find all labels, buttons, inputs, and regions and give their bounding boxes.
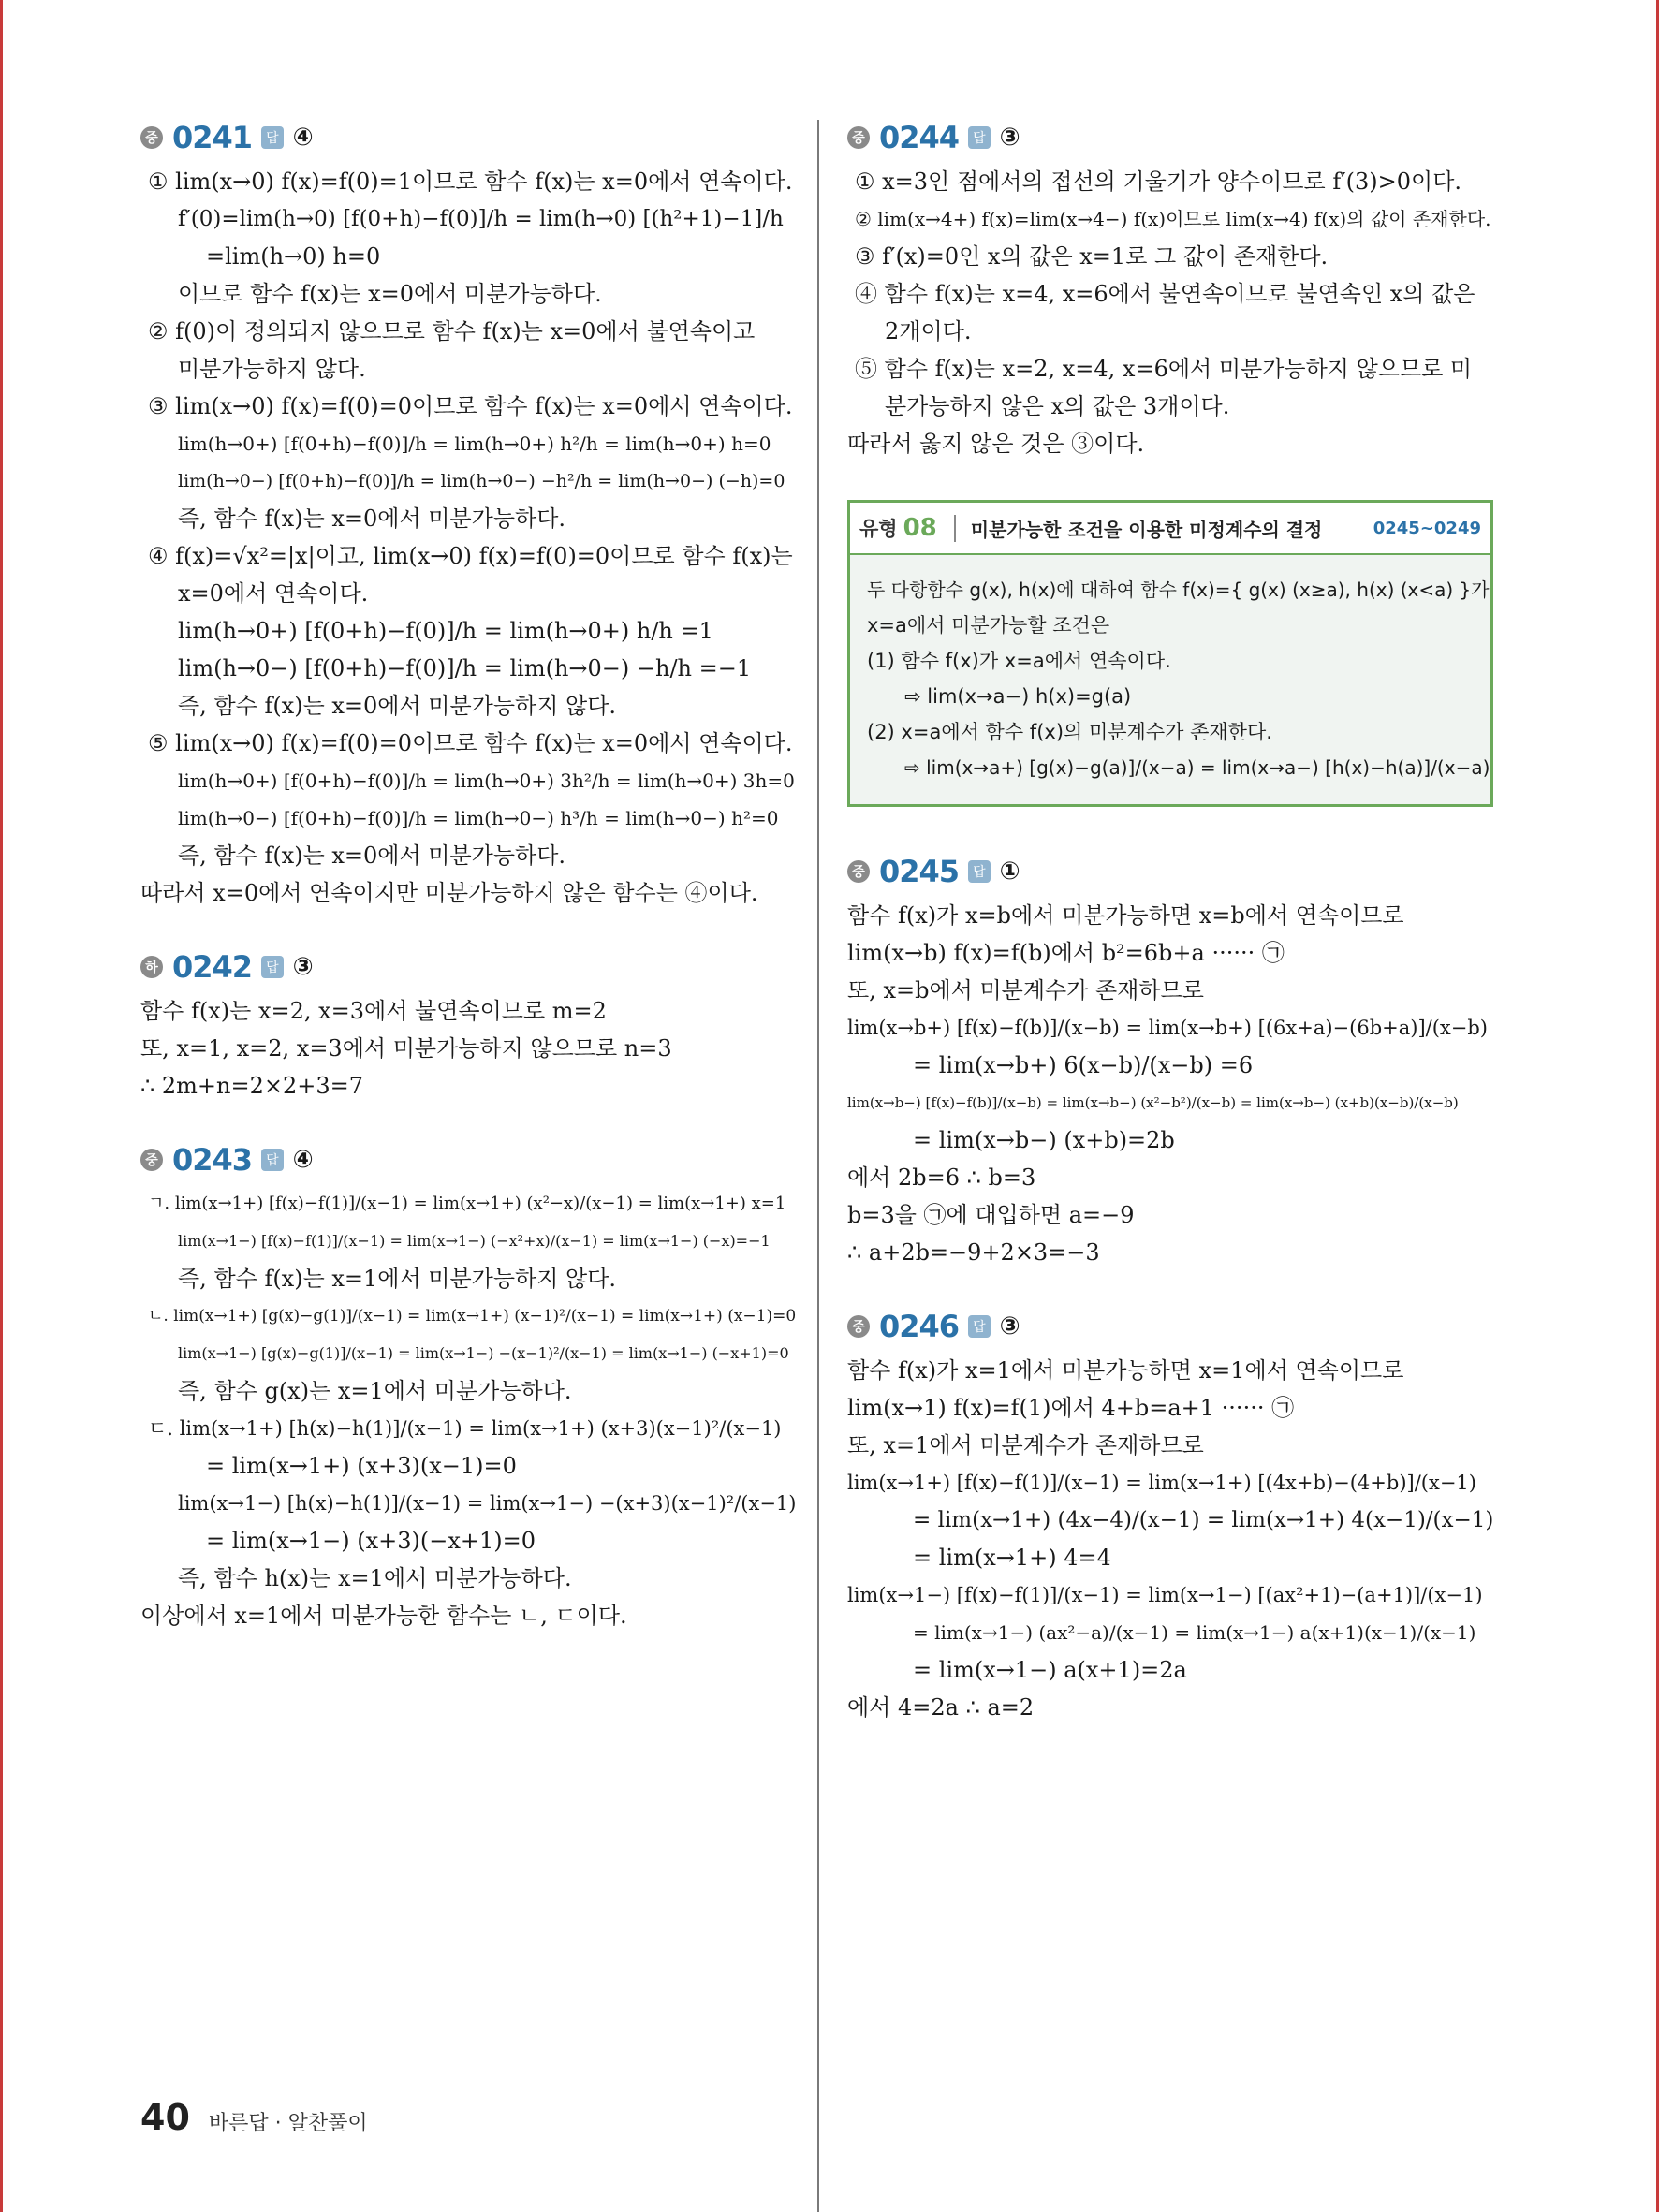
solution-line: = lim(x→1+) (4x−4)/(x−1) = lim(x→1+) 4(x−1)/(x−1) <box>913 1508 1494 1532</box>
solution-line: f′(0)=lim(h→0) [f(0+h)−f(0)]/h = lim(h→0) [(h²+1)−1]/h <box>178 207 784 231</box>
solution-line: ㄷ. lim(x→1+) [h(x)−h(1)]/(x−1) = lim(x→1+) (x+3)(x−1)²/(x−1) <box>148 1417 782 1440</box>
solution-line: =lim(h→0) h=0 <box>206 243 381 270</box>
difficulty-badge: 중 <box>847 1315 870 1338</box>
solution-line: ① x=3인 점에서의 접선의 기울기가 양수이므로 f′(3)>0이다. <box>855 168 1462 195</box>
solution-lines <box>847 163 1493 462</box>
answer-value: ④ <box>292 1146 314 1174</box>
solution-line: lim(h→0+) [f(0+h)−f(0)]/h = lim(h→0+) 3h²/h = lim(h→0+) 3h=0 <box>178 769 795 792</box>
solution-line: lim(h→0+) [f(0+h)−f(0)]/h = lim(h→0+) h/h =1 <box>178 618 713 644</box>
solution-line: 즉, 함수 f(x)는 x=1에서 미분가능하지 않다. <box>178 1266 617 1292</box>
solution-line: ④ 함수 f(x)는 x=4, x=6에서 불연속이므로 불연속인 x의 값은 <box>855 281 1475 307</box>
answer-tag: 답 <box>968 126 991 149</box>
problem-0244 <box>847 120 1493 462</box>
problem-number: 0244 <box>879 120 960 155</box>
solution-line: 따라서 옳지 않은 것은 ③이다. <box>847 431 1145 457</box>
solution-line: 따라서 x=0에서 연속이지만 미분가능하지 않은 함수는 ④이다. <box>140 880 758 906</box>
concept-line: x=a에서 미분가능할 조건은 <box>867 614 1110 637</box>
solution-line: 함수 f(x)가 x=b에서 미분가능하면 x=b에서 연속이므로 <box>847 902 1404 929</box>
answer-value: ③ <box>292 953 314 981</box>
page-footer <box>140 2097 368 2138</box>
solution-line: = lim(x→b−) (x+b)=2b <box>913 1127 1175 1153</box>
solution-line: 즉, 함수 h(x)는 x=1에서 미분가능하다. <box>178 1565 572 1591</box>
answer-tag: 답 <box>968 860 991 883</box>
solution-line: 이므로 함수 f(x)는 x=0에서 미분가능하다. <box>178 281 602 307</box>
problem-number: 0246 <box>879 1309 960 1344</box>
answer-value: ① <box>999 857 1020 886</box>
problem-header <box>847 1309 1493 1344</box>
problem-0242 <box>140 949 796 1105</box>
solution-line: b=3을 ㉠에 대입하면 a=−9 <box>847 1202 1135 1228</box>
solution-line: lim(x→1−) [g(x)−g(1)]/(x−1) = lim(x→1−) −(x−1)²/(x−1) = lim(x→1−) (−x+1)=0 <box>178 1344 789 1362</box>
page-number: 40 <box>140 2097 190 2138</box>
problem-number: 0243 <box>172 1142 253 1178</box>
difficulty-badge: 중 <box>140 126 163 149</box>
solution-line: lim(x→1−) [f(x)−f(1)]/(x−1) = lim(x→1−) [(ax²+1)−(a+1)]/(x−1) <box>847 1584 1483 1606</box>
problem-header <box>140 949 796 985</box>
solution-line: 에서 2b=6 ∴ b=3 <box>847 1165 1036 1191</box>
page-edge-left <box>0 0 3 2212</box>
concept-box <box>847 500 1493 807</box>
solution-line: = lim(x→b+) 6(x−b)/(x−b) =6 <box>913 1052 1254 1078</box>
concept-box-body <box>850 555 1490 804</box>
solution-line: 또, x=1, x=2, x=3에서 미분가능하지 않으므로 n=3 <box>140 1035 672 1062</box>
solution-line: ⑤ 함수 f(x)는 x=2, x=4, x=6에서 미분가능하지 않으므로 미 <box>855 356 1473 382</box>
problem-number: 0242 <box>172 949 253 985</box>
column-divider <box>817 120 819 2212</box>
solution-line: = lim(x→1+) (x+3)(x−1)=0 <box>206 1453 517 1479</box>
left-column <box>140 120 796 1672</box>
solution-line: 이상에서 x=1에서 미분가능한 함수는 ㄴ, ㄷ이다. <box>140 1603 627 1629</box>
solution-lines <box>140 163 796 912</box>
solution-line: 즉, 함수 f(x)는 x=0에서 미분가능하다. <box>178 505 566 532</box>
solution-line: lim(h→0+) [f(0+h)−f(0)]/h = lim(h→0+) h²/h = lim(h→0+) h=0 <box>178 432 771 455</box>
solution-lines <box>847 1352 1493 1726</box>
solution-lines <box>847 897 1493 1271</box>
difficulty-badge: 중 <box>140 1149 163 1171</box>
concept-problem-range: 0245~0249 <box>1373 518 1481 538</box>
solution-line: 함수 f(x)는 x=2, x=3에서 불연속이므로 m=2 <box>140 998 607 1024</box>
solution-line: 함수 f(x)가 x=1에서 미분가능하면 x=1에서 연속이므로 <box>847 1357 1404 1384</box>
concept-line: 두 다항함수 g(x), h(x)에 대하여 함수 f(x)={ g(x) (x≥a), h(x) (x<a) }가 <box>867 579 1490 601</box>
solution-line: lim(x→b−) [f(x)−f(b)]/(x−b) = lim(x→b−) (x²−b²)/(x−b) = lim(x→b−) (x+b)(x−b)/(x−b) <box>847 1094 1459 1111</box>
concept-type-label: 유형 <box>859 518 898 540</box>
solution-line: 즉, 함수 g(x)는 x=1에서 미분가능하다. <box>178 1378 572 1404</box>
problem-0246 <box>847 1309 1493 1726</box>
solution-line: = lim(x→1−) (ax²−a)/(x−1) = lim(x→1−) a(x+1)(x−1)/(x−1) <box>913 1621 1476 1644</box>
problem-header <box>847 120 1493 155</box>
solution-line: ③ lim(x→0) f(x)=f(0)=0이므로 함수 f(x)는 x=0에서 연속이다. <box>148 393 793 419</box>
solution-line: ③ f′(x)=0인 x의 값은 x=1로 그 값이 존재한다. <box>855 243 1329 270</box>
answer-tag: 답 <box>261 1149 284 1171</box>
solution-line: = lim(x→1−) a(x+1)=2a <box>913 1657 1187 1683</box>
answer-value: ④ <box>292 124 314 152</box>
solution-line: ⑤ lim(x→0) f(x)=f(0)=0이므로 함수 f(x)는 x=0에서 연속이다. <box>148 730 793 756</box>
solution-line: ㄴ. lim(x→1+) [g(x)−g(1)]/(x−1) = lim(x→1+) (x−1)²/(x−1) = lim(x→1+) (x−1)=0 <box>148 1307 797 1326</box>
solution-line: = lim(x→1+) 4=4 <box>913 1545 1111 1571</box>
difficulty-badge: 중 <box>847 860 870 883</box>
solution-line: 또, x=b에서 미분계수가 존재하므로 <box>847 977 1204 1003</box>
solution-line: 2개이다. <box>885 318 972 344</box>
answer-value: ③ <box>999 124 1020 152</box>
concept-line: ⇨ lim(x→a+) [g(x)−g(a)]/(x−a) = lim(x→a−) [h(x)−h(a)]/(x−a) <box>904 756 1490 779</box>
difficulty-badge: 중 <box>847 126 870 149</box>
problem-number: 0245 <box>879 854 960 889</box>
solution-line: ④ f(x)=√x²=|x|이고, lim(x→0) f(x)=f(0)=0이므로 함수 f(x)는 <box>148 543 793 569</box>
concept-line: (2) x=a에서 함수 f(x)의 미분계수가 존재한다. <box>867 721 1272 743</box>
solution-line: ∴ 2m+n=2×2+3=7 <box>140 1073 364 1099</box>
solution-lines <box>140 1185 796 1634</box>
solution-line: lim(x→b+) [f(x)−f(b)]/(x−b) = lim(x→b+) [(6x+a)−(6b+a)]/(x−b) <box>847 1017 1488 1039</box>
answer-tag: 답 <box>968 1315 991 1338</box>
problem-number: 0241 <box>172 120 253 155</box>
answer-tag: 답 <box>261 956 284 978</box>
solution-lines <box>140 992 796 1105</box>
problem-header <box>140 120 796 155</box>
solution-line: 미분가능하지 않다. <box>178 356 366 382</box>
solution-line: 또, x=1에서 미분계수가 존재하므로 <box>847 1432 1204 1458</box>
solution-line: ② lim(x→4+) f(x)=lim(x→4−) f(x)이므로 lim(x→4) f(x)의 값이 존재한다. <box>855 208 1491 230</box>
problem-0243 <box>140 1142 796 1634</box>
answer-value: ③ <box>999 1312 1020 1340</box>
solution-line: 즉, 함수 f(x)는 x=0에서 미분가능하다. <box>178 842 566 869</box>
solution-line: lim(h→0−) [f(0+h)−f(0)]/h = lim(h→0−) −h/h =−1 <box>178 655 752 681</box>
concept-type-number: 08 <box>903 514 937 542</box>
concept-line: ⇨ lim(x→a−) h(x)=g(a) <box>904 685 1132 708</box>
difficulty-badge: 하 <box>140 956 163 978</box>
solution-line: lim(h→0−) [f(0+h)−f(0)]/h = lim(h→0−) h³/h = lim(h→0−) h²=0 <box>178 807 779 829</box>
problem-header <box>847 854 1493 889</box>
solution-line: lim(h→0−) [f(0+h)−f(0)]/h = lim(h→0−) −h²/h = lim(h→0−) (−h)=0 <box>178 471 785 491</box>
solution-line: ㄱ. lim(x→1+) [f(x)−f(1)]/(x−1) = lim(x→1+) (x²−x)/(x−1) = lim(x→1+) x=1 <box>148 1194 786 1213</box>
solution-line: ② f(0)이 정의되지 않으므로 함수 f(x)는 x=0에서 불연속이고 <box>148 318 756 344</box>
solution-line: lim(x→1) f(x)=f(1)에서 4+b=a+1 ······ ㉠ <box>847 1395 1295 1421</box>
solution-line: 에서 4=2a ∴ a=2 <box>847 1694 1035 1721</box>
solution-line: lim(x→1−) [f(x)−f(1)]/(x−1) = lim(x→1−) (−x²+x)/(x−1) = lim(x→1−) (−x)=−1 <box>178 1232 771 1250</box>
solution-line: lim(x→b) f(x)=f(b)에서 b²=6b+a ······ ㉠ <box>847 940 1285 966</box>
problem-0245 <box>847 854 1493 1271</box>
concept-box-header <box>850 503 1490 555</box>
answer-tag: 답 <box>261 126 284 149</box>
concept-line: (1) 함수 f(x)가 x=a에서 연속이다. <box>867 650 1171 672</box>
solution-line: = lim(x→1−) (x+3)(−x+1)=0 <box>206 1528 536 1554</box>
solution-line: 즉, 함수 f(x)는 x=0에서 미분가능하지 않다. <box>178 693 617 719</box>
solution-line: ∴ a+2b=−9+2×3=−3 <box>847 1239 1100 1266</box>
right-column <box>847 120 1493 1764</box>
solution-line: lim(x→1−) [h(x)−h(1)]/(x−1) = lim(x→1−) −(x+3)(x−1)²/(x−1) <box>178 1492 797 1515</box>
concept-title: 미분가능한 조건을 이용한 미정계수의 결정 <box>954 515 1323 542</box>
solution-line: 분가능하지 않은 x의 값은 3개이다. <box>885 393 1230 419</box>
solution-line: lim(x→1+) [f(x)−f(1)]/(x−1) = lim(x→1+) [(4x+b)−(4+b)]/(x−1) <box>847 1472 1476 1494</box>
solution-line: ① lim(x→0) f(x)=f(0)=1이므로 함수 f(x)는 x=0에서 연속이다. <box>148 168 793 195</box>
problem-0241 <box>140 120 796 912</box>
footer-label: 바른답 · 알찬풀이 <box>208 2112 368 2135</box>
solution-line: x=0에서 연속이다. <box>178 580 369 607</box>
problem-header <box>140 1142 796 1178</box>
